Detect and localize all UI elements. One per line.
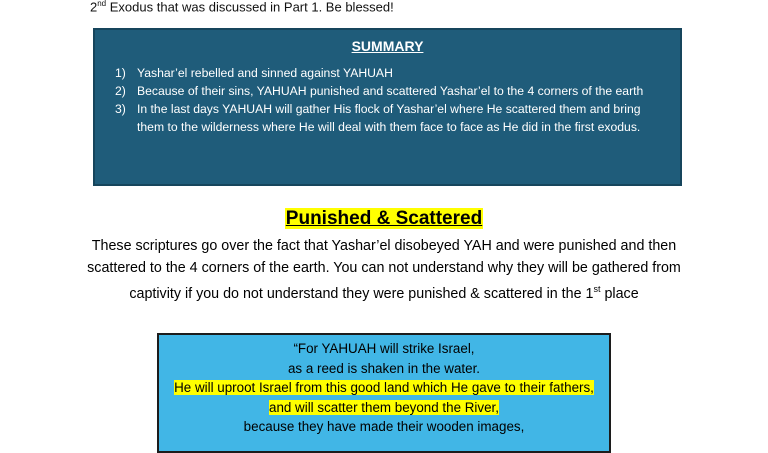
summary-item-text: Yashar’el rebelled and sinned against YAHUAH [137, 66, 393, 80]
section-heading: Punished & Scattered [285, 208, 483, 229]
quote-line-highlighted-text: and will scatter them beyond the River, [269, 399, 499, 415]
summary-list [95, 64, 680, 136]
summary-item [115, 64, 666, 82]
top-line-text [90, 0, 394, 14]
quote-line [159, 339, 609, 359]
intro-main-text: These scriptures go over the fact that Yashar’el disobeyed YAH and were punished and then scattered to the 4 corners of the earth. You can not understand why they will be gathered from captivity if you do not understand they were punished & scattered in the 1 [87, 238, 681, 302]
quote-line-text: “For YAHUAH will strike Israel, [293, 341, 475, 356]
quote-line-highlighted-text: He will uproot Israel from this good land which He gave to their fathers, [174, 380, 594, 395]
summary-item [115, 100, 666, 136]
quote-line [159, 359, 609, 379]
quote-line [159, 417, 609, 437]
summary-item-number: 1) [115, 66, 126, 80]
intro-paragraph [80, 236, 688, 305]
summary-item-text: In the last days YAHUAH will gather His flock of Yashar’el where He scattered them and bring them to the wilderness where He will deal with them face to face as He did in the first exodus. [137, 102, 641, 134]
intro-superscript: st [593, 284, 601, 294]
summary-item [115, 82, 666, 100]
intro-end-text: place [600, 285, 639, 302]
quote-line-text: as a reed is shaken in the water. [287, 360, 481, 376]
quote-line [159, 398, 609, 418]
scripture-quote-box [157, 333, 611, 453]
section-heading-wrapper [0, 208, 768, 230]
summary-item-text: Because of their sins, YAHUAH punished and scattered Yashar’el to the 4 corners of the earth [137, 84, 644, 98]
top-line-superscript: nd [97, 0, 107, 8]
quote-line-text: because they have made their wooden images, [243, 419, 525, 434]
quote-line [159, 378, 609, 398]
summary-box [93, 28, 682, 186]
top-line-lead: 2 [90, 0, 98, 15]
summary-item-number: 2) [115, 84, 126, 98]
summary-title: SUMMARY [351, 38, 424, 54]
top-line-body: Exodus that was discussed in Part 1. Be blessed! [106, 0, 394, 15]
summary-item-number: 3) [115, 102, 126, 116]
